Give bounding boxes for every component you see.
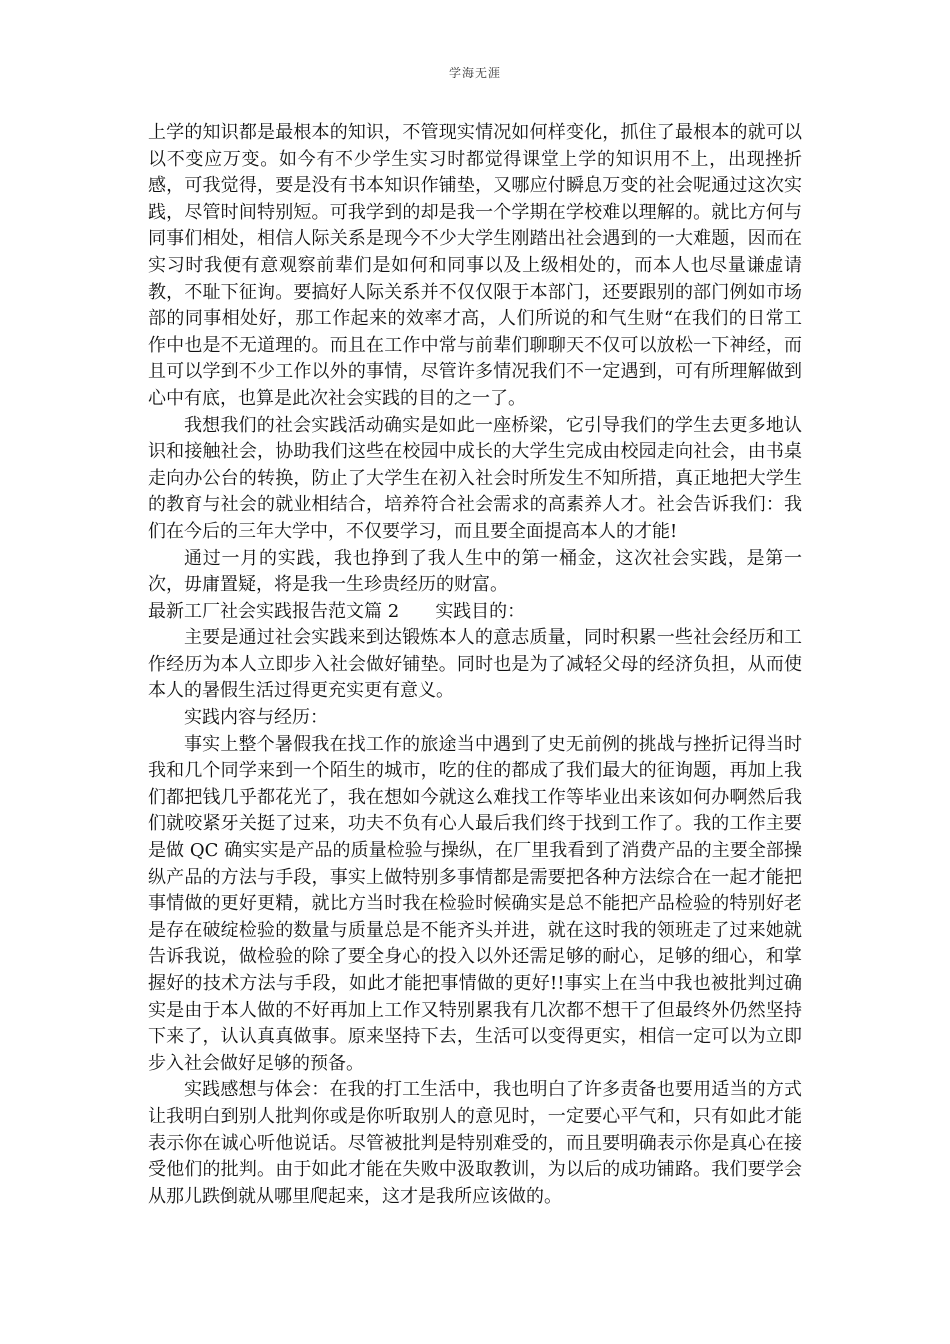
paragraph-5: 实践内容与经历： — [184, 707, 328, 729]
paragraph-6: 事实上整个暑假我在找工作的旅途当中遇到了史无前例的挑战与挫折记得当时我和几个同学来到一个陌生的城市，吃的住的都成了我们最大的征询题，再加上我们都把钱几乎都花光了，我在想如今就这么难找工作等毕业出来该如何办啊然后我们就咬紧牙关挺了过来，功夫不负有心人最后我们终于找到工作了。我的工作主要是做 QC 确实实是产品的质量检验与操纵，在厂里我看到了消费产品的主要全部操纵产品的方法与手段，事实上做特别多事情都是需要把各种方法综合在一起才能把事情做的更好更精，就比方当时我在检验时候确实是总不能把产品检验的特别好老是存在破绽检验的数量与质量总是不能齐头并进，就在这时我的领班走了过来她就告诉我说，做检验的除了要全身心的投入以外还需足够的耐心，足够的细心，和掌握好的技术方法与手段，如此才能把事情做的更好!!事实上在当中我也被批判过确实是由于本人做的不好再加上工作又特别累我有几次都不想干了但最终外仍然坚持下来了，认认真真做事。原来坚持下去，生活可以变得更实，相信一定可以为立即步入社会做好足够的预备。 — [148, 733, 802, 1074]
document-body — [148, 120, 802, 1210]
page-header: 学海无涯 — [448, 66, 501, 80]
paragraph-3: 通过一月的实践，我也挣到了我人生中的第一桶金，这次社会实践，是第一次，毋庸置疑，将是我一生珍贵经历的财富。 — [148, 547, 802, 596]
section-heading — [148, 599, 802, 626]
section-subtitle: 实践目的： — [435, 600, 526, 622]
paragraph-1: 上学的知识都是最根本的知识，不管现实情况如何样变化，抓住了最根本的就可以以不变应万变。如今有不少学生实习时都觉得课堂上学的知识用不上，出现挫折感，可我觉得，要是没有书本知识作铺垫，又哪应付瞬息万变的社会呢通过这次实践，尽管时间特别短。可我学到的却是我一个学期在学校难以理解的。就比方何与同事们相处，相信人际关系是现今不少大学生刚踏出社会遇到的一大难题，因而在实习时我便有意观察前辈们是如何和同事以及上级相处的，而本人也尽量谦虚请教，不耻下征询。要搞好人际关系并不仅仅限于本部门，还要跟别的部门例如市场部的同事相处好，那工作起来的效率才高，人们所说的和气生财“在我们的日常工作中也是不无道理的。而且在工作中常与前辈们聊聊天不仅可以放松一下神经，而且可以学到不少工作以外的事情，尽管许多情况我们不一定遇到，可有所理解做到心中有底，也算是此次社会实践的目的之一了。 — [148, 122, 802, 409]
paragraph-2: 我想我们的社会实践活动确实是如此一座桥梁，它引导我们的学生去更多地认识和接触社会，协助我们这些在校园中成长的大学生完成由校园走向社会，由书桌走向办公台的转换，防止了大学生在初入社会时所发生不知所措，真正地把大学生的教育与社会的就业相结合，培养符合社会需求的高素养人才。社会告诉我们：我们在今后的三年大学中，不仅要学习，而且要全面提高本人的才能! — [148, 414, 802, 542]
paragraph-7: 实践感想与体会：在我的打工生活中，我也明白了许多责备也要用适当的方式让我明白到别人批判你或是你听取别人的意见时，一定要心平气和，只有如此才能表示你在诚心听他说话。尽管被批判是特别难受的，而且要明确表示你是真心在接受他们的批判。由于如此才能在失败中汲取教训，为以后的成功铺路。我们要学会从那儿跌倒就从哪里爬起来，这才是我所应该做的。 — [148, 1079, 802, 1207]
paragraph-4: 主要是通过社会实践来到达锻炼本人的意志质量，同时积累一些社会经历和工作经历为本人立即步入社会做好铺垫。同时也是为了减轻父母的经济负担，从而使本人的暑假生活过得更充实更有意义。 — [148, 627, 802, 702]
section-title: 最新工厂社会实践报告范文篇 2 — [148, 600, 400, 622]
